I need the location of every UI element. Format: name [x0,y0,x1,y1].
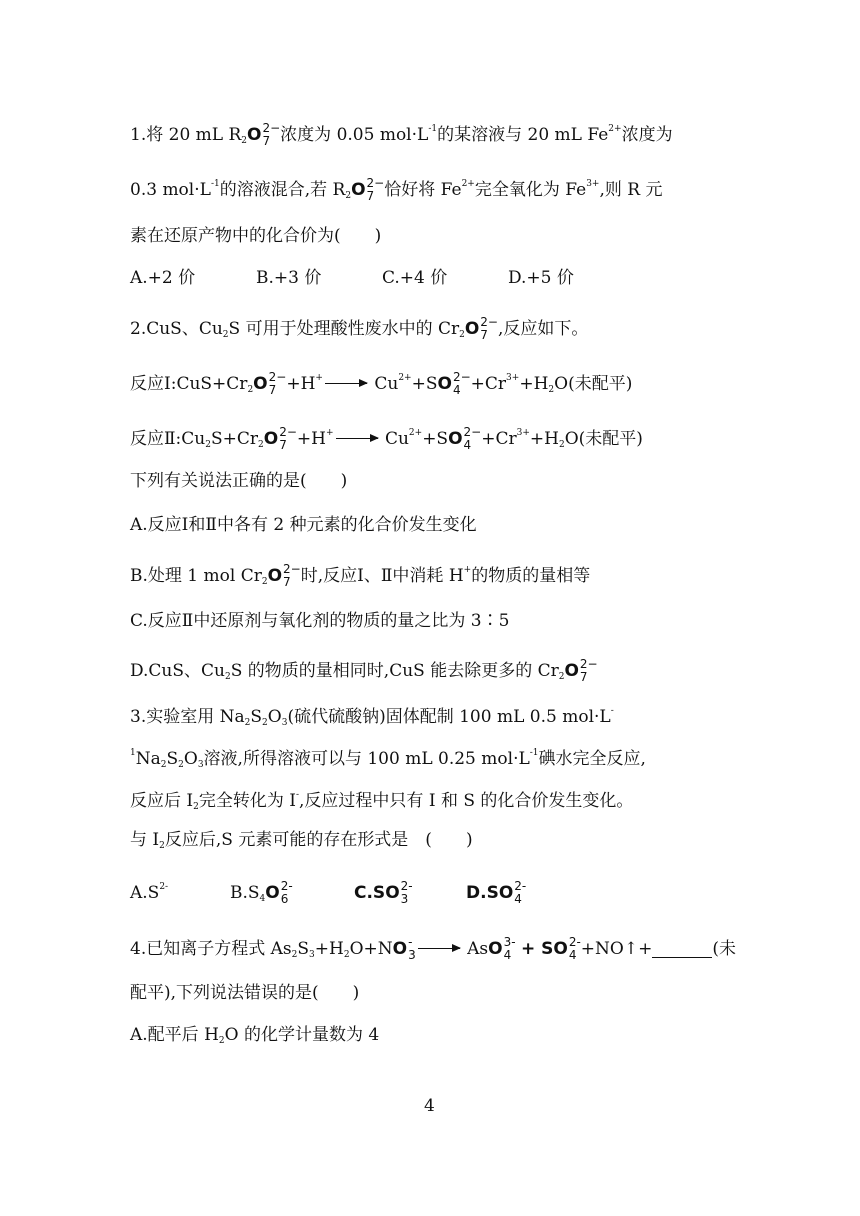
q3-option-c: C.SO 2- 3 [354,879,413,906]
page-number: 4 [424,1096,435,1116]
arsenate-ion: O 3- 4 [488,935,516,962]
sulfate-ion: O 2- 4 [553,935,581,962]
q3-line1: 3.实验室用 $Na_2S_2O_3$(硫代硫酸钠)固体配制 100 mL 0.5 mol·L- [130,706,614,728]
q2-reaction-1: 反应$Ⅰ:CuS+Cr_2O$ 2− 7 +H+ $Cu^{2+}+SO$ 2− 4 $+Cr^{3+}+H_2O$(未配平) [130,370,633,397]
q1-line3: 素在还原产物中的化合价为( ) [130,226,382,246]
answer-blank[interactable] [652,939,712,958]
tetrathionate-ion: O 2- 6 [265,879,293,906]
q4-line2: 配平),下列说法错误的是( ) [130,983,360,1003]
q1-line2: 0.3 $mol\cdot L^{-1}$的溶液混合,若 $R_2O$ 2− 7 恰好将 $Fe^{2+}$完全氧化为 $Fe^{3+}$,则 R 元 [130,176,663,203]
q2-option-d: D.CuS、$Cu_2S$ 的物质的量相同时,CuS 能去除更多的 $Cr_2O$ 2− 7 [130,657,598,684]
dichromate-ion: O 2− 7 [263,425,297,452]
reaction-arrow-icon [325,383,367,384]
q2-reaction-2: 反应$Ⅱ:Cu_2S+Cr_2O$ 2− 7 +H+ $Cu^{2+}+SO$ 2− 4 $+Cr^{3+}+H_2O$(未配平) [130,425,643,452]
q1-option-c: C.+4 价 [382,268,448,288]
q2-option-a: A.反应Ⅰ和Ⅱ中各有 2 种元素的化合价发生变化 [130,515,477,535]
dichromate-ion: O 2− 7 [464,315,498,342]
reaction-arrow-icon [336,438,378,439]
nitrate-ion: O - 3 [392,935,416,962]
q1-line1: 1.将 20 mL $R_2O$ 2− 7 浓度为 0.05 $mol\cdot L^{-1}$的某溶液与 20 mL $Fe^{2+}$浓度为 [130,121,673,148]
q1-option-b: B.+3 价 [256,268,322,288]
q4-option-a: A.配平后 $H_2O$ 的化学计量数为 4 [130,1025,380,1046]
sulfite-ion: O 2- 3 [385,879,413,906]
sulfate-ion: O 2- 4 [498,879,527,906]
q1-option-a: A.+2 价 [130,268,196,288]
q3-line2: $^1Na_2S_2O_3$溶液,所得溶液可以与 100 mL 0.25 $mol\cdot L^{-1}$碘水完全反应, [130,748,646,770]
sulfate-ion: O 2− 4 [448,425,482,452]
q1-options [130,270,574,287]
q2-option-c: C.反应Ⅱ中还原剂与氧化剂的物质的量之比为 3∶5 [130,611,510,631]
dichromate-ion: O 2− 7 [564,657,598,684]
reaction-arrow-icon [418,948,460,949]
sulfate-ion: O 2− 4 [437,370,471,397]
dichromate-ion: O 2− 7 [247,121,281,148]
q3-line3: 反应后 $I_2$完全转化为 I-,反应过程中只有 I 和 S 的化合价发生变化。 [130,790,634,812]
q1-option-d: D.+5 价 [508,268,574,288]
dichromate-ion: O 2− 7 [253,370,287,397]
q3-option-a: $A.S^{2-}$ [130,882,169,903]
q3-line4: 与 $I_2$反应后,S 元素可能的存在形式是 ( ) [130,830,473,851]
q2-option-b: B.处理 1 mol $Cr_2O$ 2− 7 时,反应Ⅰ、Ⅱ中消耗 H+的物质的量相等 [130,562,591,589]
q2-stem: 下列有关说法正确的是( ) [130,471,348,491]
q4-line1: 4.已知离子方程式 $As_2S_3+H_2O+NO$ - 3 AsO 3- 4 + SO 2- 4 +NO↑+ (未 [130,935,736,962]
q3-option-d: D.SO 2- 4 [466,879,527,906]
q3-options [130,880,526,906]
q2-line1: 2.CuS、$Cu_2S$ 可用于处理酸性废水中的 $Cr_2O$ 2− 7 ,反应如下。 [130,315,589,342]
dichromate-ion: O 2− 7 [351,176,385,203]
dichromate-ion: O 2− 7 [267,562,301,589]
q3-option-b: $B.S_4O$ 2- 6 [230,879,293,906]
